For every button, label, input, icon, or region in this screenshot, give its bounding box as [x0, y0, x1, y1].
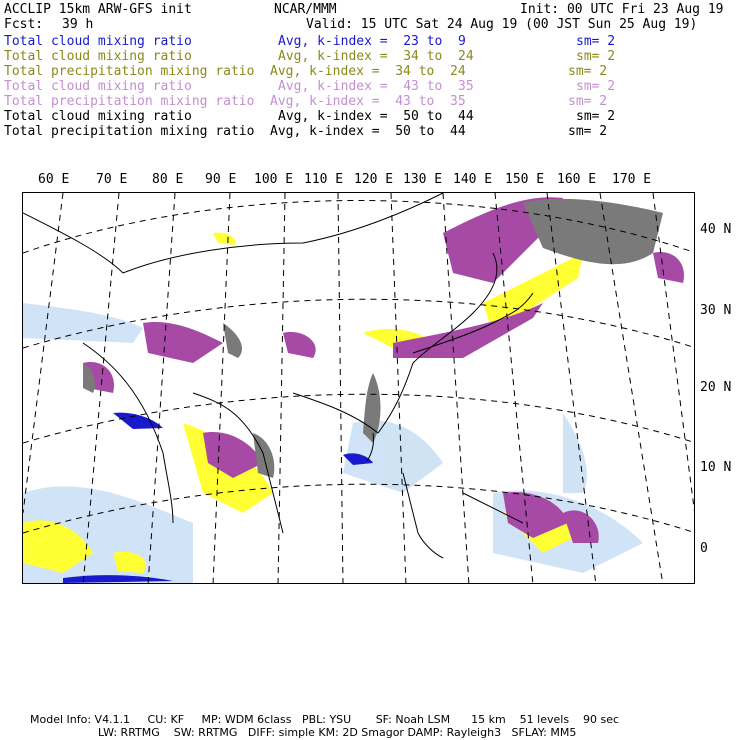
- lon-label: 140 E: [453, 172, 493, 187]
- legend-label: Total precipitation mixing ratio: [4, 64, 255, 79]
- lon-label: 80 E: [152, 172, 184, 187]
- legend-avg: Avg, k-index = 23 to 9: [278, 34, 466, 49]
- forecast-label: Fcst:: [4, 17, 44, 32]
- legend-avg: Avg, k-index = 34 to 24: [278, 49, 474, 64]
- legend-avg: Avg, k-index = 50 to 44: [270, 124, 466, 139]
- valid-time: Valid: 15 UTC Sat 24 Aug 19 (00 JST Sun 25 Aug 19): [306, 17, 698, 32]
- legend-sm: sm= 2: [576, 79, 616, 94]
- model-title: ACCLIP 15km ARW-GFS init: [4, 2, 192, 17]
- legend-sm: sm= 2: [568, 94, 608, 109]
- legend-sm: sm= 2: [576, 34, 616, 49]
- lon-label: 70 E: [96, 172, 128, 187]
- legend-sm: sm= 2: [576, 109, 616, 124]
- legend-sm: sm= 2: [576, 49, 616, 64]
- lon-label: 60 E: [38, 172, 70, 187]
- forecast-map: [22, 192, 695, 584]
- lat-label: 10 N: [700, 460, 732, 475]
- model-info-line1: Model Info: V4.1.1 CU: KF MP: WDM 6class PBL: YSU SF: Noah LSM 15 km 51 levels 90 sec: [30, 713, 620, 726]
- legend-row: [4, 79, 736, 94]
- lat-label: 20 N: [700, 380, 732, 395]
- lat-label: 40 N: [700, 222, 732, 237]
- organization: NCAR/MMM: [274, 2, 337, 17]
- legend-row: [4, 109, 736, 124]
- legend-row: [4, 64, 736, 79]
- lat-label: 0: [700, 541, 708, 556]
- legend-label: Total precipitation mixing ratio: [4, 94, 255, 109]
- legend-avg: Avg, k-index = 34 to 24: [270, 64, 466, 79]
- legend-row: [4, 34, 736, 49]
- legend-sm: sm= 2: [568, 64, 608, 79]
- lon-label: 110 E: [304, 172, 344, 187]
- lon-label: 90 E: [205, 172, 237, 187]
- forecast-hours: 39 h: [62, 17, 94, 32]
- lon-label: 150 E: [505, 172, 545, 187]
- legend-label: Total cloud mixing ratio: [4, 49, 192, 64]
- model-info-line2: LW: RRTMG SW: RRTMG DIFF: simple KM: 2D Smagor DAMP: Rayleigh3 SFLAY: MM5: [98, 726, 577, 739]
- lon-label: 130 E: [403, 172, 443, 187]
- legend-sm: sm= 2: [568, 124, 608, 139]
- legend-row: [4, 124, 736, 139]
- legend-avg: Avg, k-index = 43 to 35: [278, 79, 474, 94]
- legend-label: Total cloud mixing ratio: [4, 79, 192, 94]
- legend-row: [4, 94, 736, 109]
- lon-label: 170 E: [612, 172, 652, 187]
- legend-label: Total cloud mixing ratio: [4, 34, 192, 49]
- legend-row: [4, 49, 736, 64]
- legend-label: Total cloud mixing ratio: [4, 109, 192, 124]
- lon-label: 100 E: [254, 172, 294, 187]
- map-canvas: [23, 193, 695, 584]
- init-time: Init: 00 UTC Fri 23 Aug 19: [520, 2, 724, 17]
- legend-label: Total precipitation mixing ratio: [4, 124, 255, 139]
- lat-label: 30 N: [700, 303, 732, 318]
- legend-avg: Avg, k-index = 43 to 35: [270, 94, 466, 109]
- lon-label: 120 E: [354, 172, 394, 187]
- legend-avg: Avg, k-index = 50 to 44: [278, 109, 474, 124]
- lon-label: 160 E: [557, 172, 597, 187]
